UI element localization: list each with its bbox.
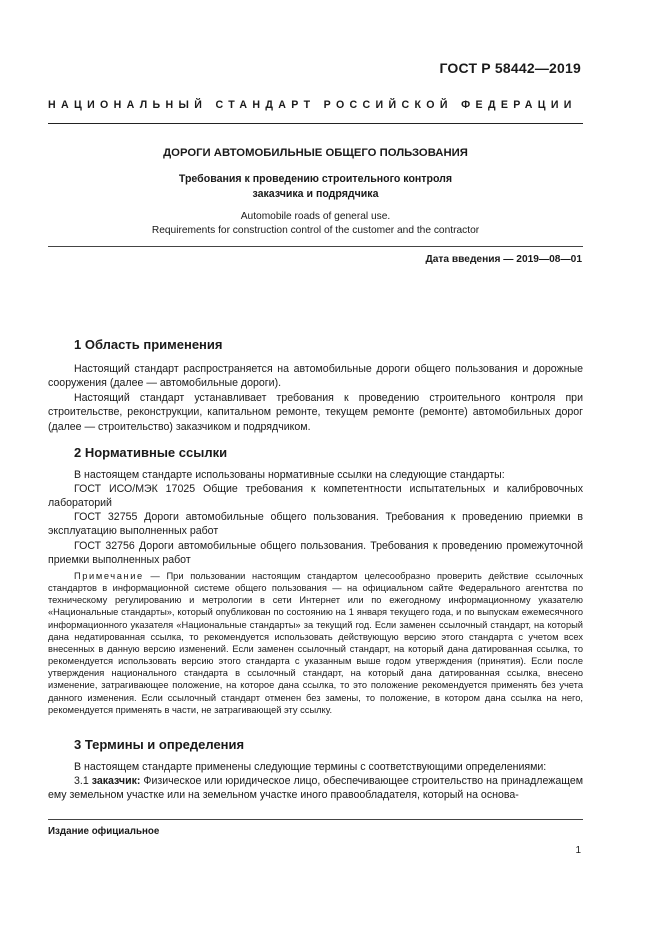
reference-gost-32756: ГОСТ 32756 Дороги автомобильные общего пользования. Требования к проведению промежуточной приемки выполненных работ: [48, 540, 583, 567]
header-divider: [48, 123, 583, 124]
section-2-heading: 2 Нормативные ссылки: [74, 445, 228, 460]
term-number: 3.1: [74, 775, 92, 787]
document-code: ГОСТ Р 58442—2019: [439, 60, 581, 76]
reference-gost-32755: ГОСТ 32755 Дороги автомобильные общего пользования. Требования к проведению приемки в эксплуатацию выполненных работ: [48, 511, 583, 538]
document-title-en: [48, 210, 583, 237]
subtitle-line-1: Требования к проведению строительного контроля: [178, 173, 453, 185]
document-title-ru: ДОРОГИ АВТОМОБИЛЬНЫЕ ОБЩЕГО ПОЛЬЗОВАНИЯ: [163, 147, 468, 159]
section-2-paragraph-1: В настоящем стандарте использованы нормативные ссылки на следующие стандарты:: [74, 469, 505, 481]
term-customer-definition: [48, 774, 583, 803]
section-1-paragraph-2: Настоящий стандарт устанавливает требования к проведению строительного контроля при строительстве, реконструкции, капитальном ремонте, текущем ремонте (ремонте) автомобильных дорог (далее — строительство) заказчиком и подрядчиком.: [48, 392, 583, 433]
standard-banner: НАЦИОНАЛЬНЫЙ СТАНДАРТ РОССИЙСКОЙ ФЕДЕРАЦИИ: [48, 99, 577, 111]
page-number: 1: [575, 845, 581, 856]
footer-divider: [48, 819, 583, 820]
term-word: заказчик:: [91, 775, 141, 787]
note-text: — При пользовании настоящим стандартом целесообразно проверить действие ссылочных стандартов в информационной системе общего пользования — на официальном сайте Федерального агентства по техническому регулированию и метрологии в сети Интернет или по ежегодному информационному указателю «Национальные стандарты», который опубликован по состоянию на 1 января текущего года, и по выпускам ежемесячного информационного указателя «Национальные стандарты» за текущий год. Если заменен ссылочный стандарт, на который дана недатированная ссылка, то рекомендуется использовать действующую версию этого стандарта с учетом всех внесенных в данную версию изменений. Если заменен ссылочный стандарт, на который дана датированная ссылка, то рекомендуется использовать версию этого стандарта с указанным выше годом утверждения (принятия). Если после утверждения национального стандарта в ссылочный стандарт, на который дана датированная ссылка, внесено изменение, затрагивающее положение, на которое дана ссылка, то это положение рекомендуется применять без учета данного изменения. Если ссылочный стандарт отменен без замены, то положение, в котором дана ссылка на него, рекомендуется применять в части, не затрагивающей эту ссылку.: [48, 571, 583, 715]
section-3-paragraph-1: В настоящем стандарте применены следующие термины с соответствующими определениями:: [74, 761, 547, 773]
document-subtitle-ru: [48, 172, 583, 201]
reference-gost-iso-17025: ГОСТ ИСО/МЭК 17025 Общие требования к компетентности испытательных и калибровочных лабораторий: [48, 483, 583, 510]
section-2-note: [48, 570, 583, 716]
section-1-paragraph-1: Настоящий стандарт распространяется на автомобильные дороги общего пользования и дорожные сооружения (далее — автомобильные дороги).: [48, 363, 583, 390]
term-text: Физическое или юридическое лицо, обеспечивающее строительство на принадлежащем ему земельном участке или на земельном участке иного правообладателя, который на основа-: [48, 775, 584, 802]
note-label: Примечание: [74, 571, 144, 581]
title-divider: [48, 246, 583, 247]
section-1-heading: 1 Область применения: [74, 337, 223, 352]
subtitle-line-2: заказчика и подрядчика: [252, 187, 379, 200]
official-edition-label: Издание официальное: [48, 826, 160, 837]
title-en-line-1: Automobile roads of general use.: [240, 211, 391, 222]
section-3-heading: 3 Термины и определения: [74, 737, 245, 752]
title-en-line-2: Requirements for construction control of the customer and the contractor: [151, 224, 480, 236]
introduction-date: Дата введения — 2019—08—01: [425, 254, 582, 265]
